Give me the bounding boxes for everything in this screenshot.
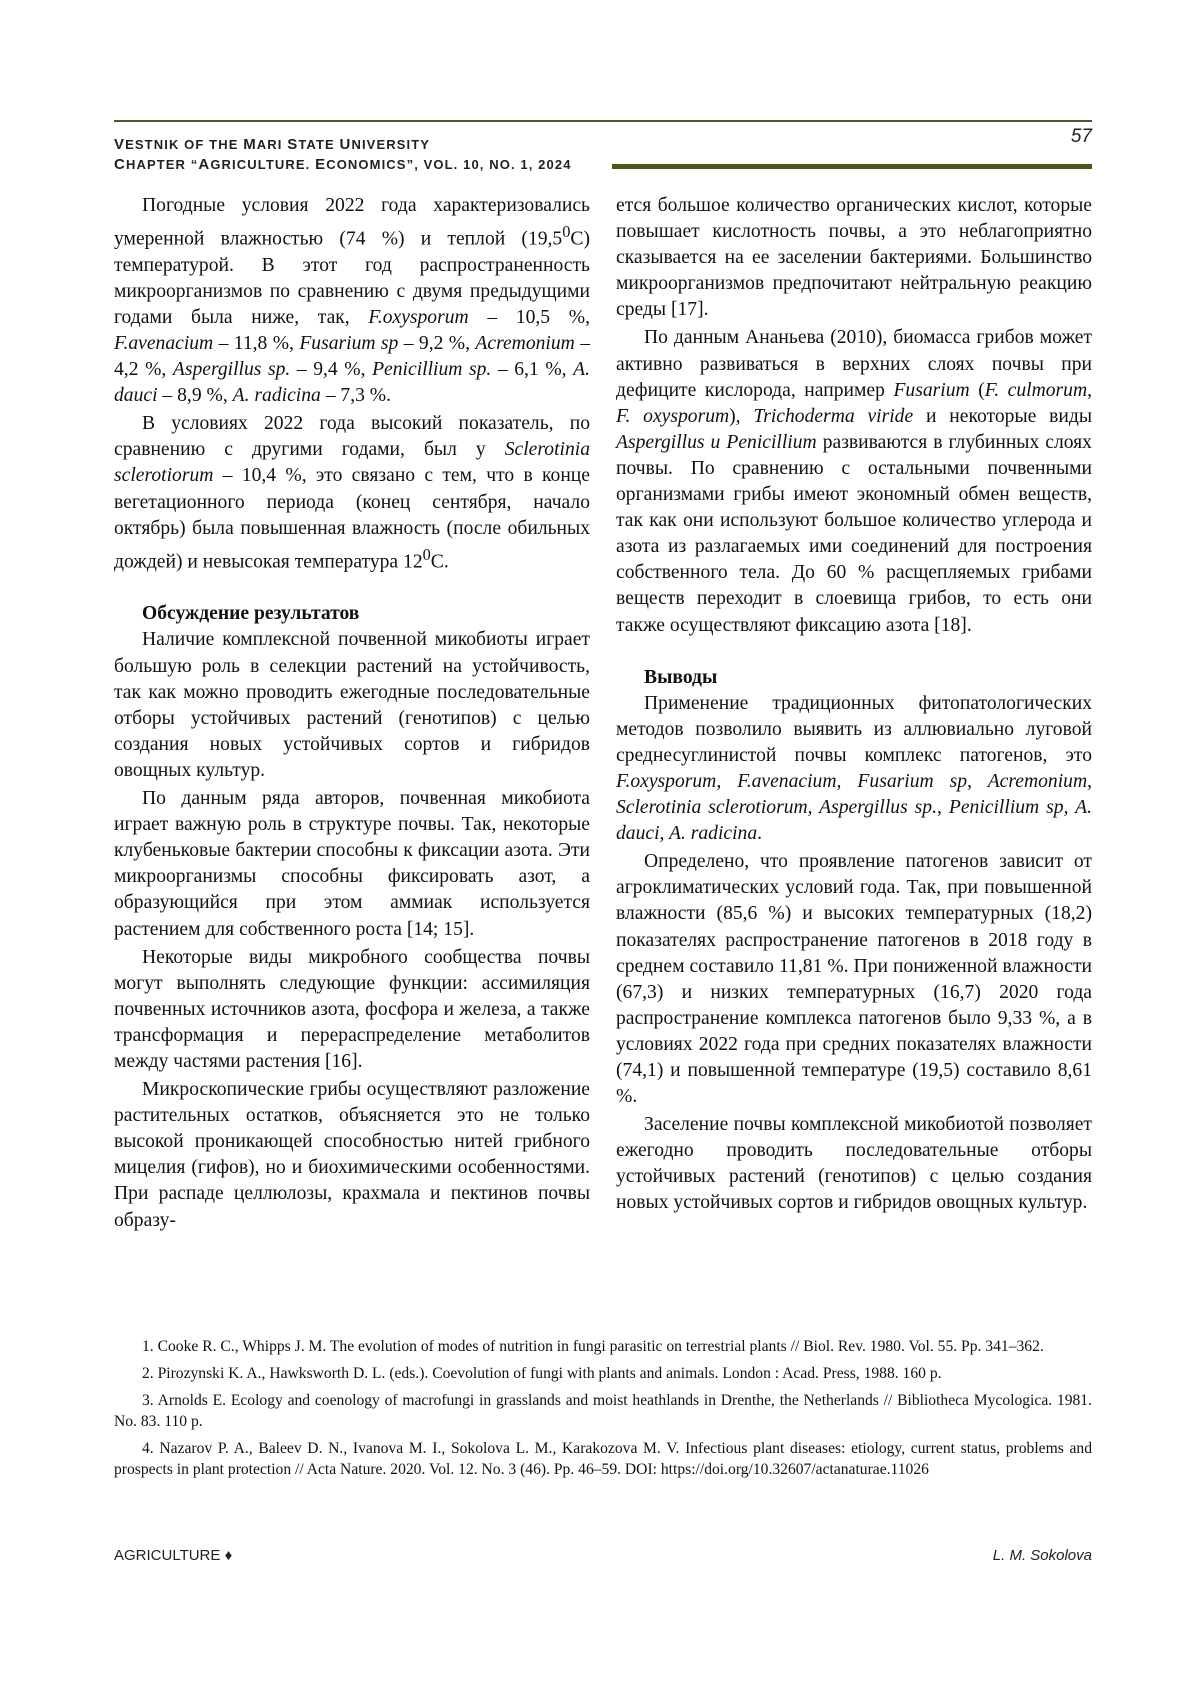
header-accent-bar — [612, 164, 1092, 169]
page-number: 57 — [1070, 126, 1092, 147]
section-heading-discussion: Обсуждение результатов — [142, 603, 360, 625]
paragraph-climate-dependence: Определено, что проявление патогенов зависит от агроклиматических условий года. Так, при повышенной влажности (85,6 %) и высоких температурных (18,2) показателях распространение патогенов в 2018 году в среднем составило 11,81 %. При пониженной влажности (67,3) и низких температурных (16,7) 2020 года распространение комплекса патогенов было 9,33 %, а в условиях 2022 года при средних показателях влажности (74,1) и повышенной температуре (19,5) составило 8,61 %. — [616, 851, 1092, 1108]
references-list — [114, 1336, 1092, 1486]
paragraph-final-conclusion: Заселение почвы комплексной микобиотой позволяет ежегодно проводить последовательные отборы устойчивых растений (генотипов) с целью создания новых устойчивых сортов и гибридов овощных культур. — [616, 1114, 1092, 1214]
left-column — [114, 193, 590, 1234]
paragraph-decomposition: Микроскопические грибы осуществляют разложение растительных остатков, объясняется это не только высокой проникающей способностью нитей грибного мицелия (гифов), но и биохимическими особенностями. При распаде целлюлозы, крахмала и пектинов почвы образу- — [114, 1079, 590, 1231]
paragraph-mycobiota-selection: Наличие комплексной почвенной микобиоты играет большую роль в селекции растений на устойчивость, так как можно проводить ежегодные последовательные отборы устойчивых растений (генотипов) с целью создания новых устойчивых сортов и гибридов овощных культур. — [114, 629, 590, 781]
footer-section-label: AGRICULTURE ♦ — [114, 1547, 233, 1564]
paragraph-microbial-functions: Некоторые виды микробного сообщества почвы могут выполнять следующие функции: ассимиляция почвенных источников азота, фосфора и железа, а также трансформация и перераспределение метаболитов между частями растения [16]. — [114, 946, 590, 1072]
paragraph-sclerotinia: В условиях 2022 года высокий показатель, по сравнению с другими годами, был у Sclerotinia sclerotiorum – 10,4 %, это связано с тем, что в конце вегетационного периода (конец сентября, начало октябрь) была повышенная влажность (после обильных дождей) и невысокая температура $12^0С$. — [114, 413, 590, 573]
paragraph-pathogen-complex: Применение традиционных фитопатологических методов позволило выявить из аллювиально луговой среднесуглинистой почвы комплекс патогенов, это F.oxysporum, F.avenacium, Fusarium sp, Acremonium, Sclerotinia sclerotiorum, Aspergillus sp., Penicillium sp, A. dauci, A. radicina. — [616, 692, 1092, 845]
header-rule — [114, 120, 1092, 122]
paragraph-soil-structure: По данным ряда авторов, почвенная микобиота играет важную роль в структуре почвы. Так, некоторые клубеньковые бактерии способны к фиксации азота. Эти микроорганизмы способны фиксировать азот, а образующийся при этом аммиак используется растением для собственного роста [14; 15]. — [114, 788, 590, 940]
reference-item: 4. Nazarov P. A., Baleev D. N., Ivanova M. I., Sokolova L. M., Karakozova M. V. Infectious plant diseases: etiology, current status, problems and prospects in plant protection // Acta Nature. 2020. Vol. 12. No. 3 (46). Pp. 46–59. DOI: https://doi.org/10.32607/actanaturae.11026 — [114, 1440, 1092, 1478]
paragraph-acids-continued: ется большое количество органических кислот, которые повышает кислотность почвы, а это неблагоприятно сказывается на ее заселении бактериями. Большинство микроорганизмов предпочитают нейтральную реакцию среды [17]. — [616, 195, 1092, 321]
footer-author: L. M. Sokolova — [992, 1547, 1092, 1564]
right-column — [616, 193, 1092, 1217]
reference-item: 3. Arnolds E. Ecology and coenology of macrofungi in grasslands and moist heathlands in Drenthe, the Netherlands // Bibliotheca Mycologica. 1981. No. 83. 110 p. — [114, 1392, 1092, 1430]
paragraph-weather-2022: Погодные условия 2022 года характеризовались умеренной влажностью (74 %) и теплой (19,5$^0$С) температурой. В этот год распространенность микроорганизмов по сравнению с двумя предыдущими годами была ниже, так, F.oxysporum – 10,5 %, F.avenacium – 11,8 %, Fusarium sp – 9,2 %, Acremonium – 4,2 %, Aspergillus sp. – 9,4 %, Penicillium sp. – 6,1 %, A. dauci – 8,9 %, A. radicina – 7,3 %. — [114, 195, 590, 407]
journal-chapter-line: CHAPTER “AGRICULTURE. ECONOMICS”, VOL. 10, NO. 1, 2024 — [114, 156, 572, 173]
paragraph-fungal-biomass: По данным Ананьева (2010), биомасса грибов может активно развиваться в верхних слоях почвы при дефиците кислорода, например Fusarium (F. culmorum, F. oxysporum), Trichoderma viride и некоторые виды Aspergillus и Penicillium развиваются в глубинных слоях почвы. По сравнению с остальными почвенными организмами грибы имеют экономный обмен веществ, так как они используют большое количество углерода и азота из разлагаемых ими соединений для построения собственного тела. До 60 % расщепляемых грибами веществ переходит в слоевища грибов, то есть они также осуществляют фиксацию азота [18]. — [616, 327, 1092, 636]
reference-item: 2. Pirozynski K. A., Hawksworth D. L. (eds.). Coevolution of fungi with plants and animals. London : Acad. Press, 1988. 160 p. — [142, 1365, 942, 1382]
journal-title-line: VESTNIK OF THE MARI STATE UNIVERSITY — [114, 136, 431, 153]
reference-item: 1. Cooke R. C., Whipps J. M. The evolution of modes of nutrition in fungi parasitic on terrestrial plants // Biol. Rev. 1980. Vol. 55. Pp. 341–362. — [142, 1338, 1044, 1355]
section-heading-conclusions: Выводы — [644, 666, 718, 688]
